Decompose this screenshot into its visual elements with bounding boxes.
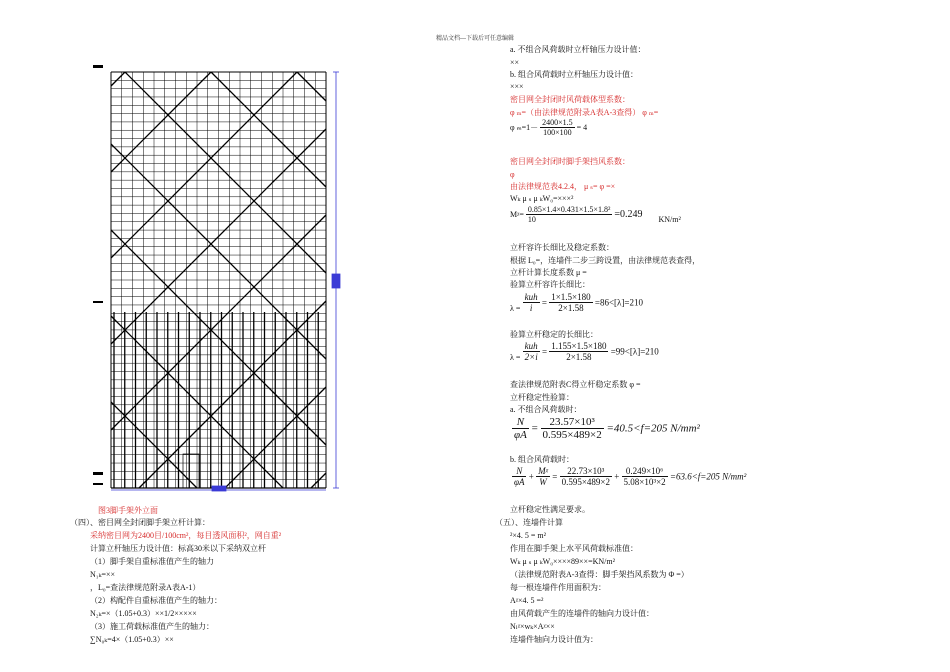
scaffold-diagonal-brace	[111, 72, 125, 86]
moment-numerator: 0.85×1.4×0.431×1.5×1.8²	[527, 205, 611, 214]
lambda2-den2: 2×1.58	[566, 352, 592, 362]
lambda2-formula: λ = $\frac{\text{kuh}}{2\times i}$ = $\frac{1.155\times 1.5\times 180}{2\times 1.58}$ =99<[λ]=210	[510, 341, 659, 362]
right-line-d2: a. 不组合风荷载时：	[510, 405, 582, 414]
lambda1-den2: 2×1.58	[558, 303, 584, 313]
scaffold-diagonal-brace	[211, 72, 326, 187]
stability-eq-a: $\frac{N}{\varphi A}$ = $\frac{\text{23.57×10³}}{0.595\times 489\times 2}$ =40.5<f=205 N/mm²	[514, 416, 700, 441]
left-line-4: （2）构配件自重标准值产生的轴力：	[90, 596, 222, 605]
lambda1-den: i	[529, 303, 533, 313]
right-line-a2: b. 组合风荷载时立杆轴压力设计值：	[510, 70, 638, 79]
lambda1-prefix: λ =	[510, 304, 521, 313]
right-line-b0: 立杆容许长细比及稳定系数：	[510, 243, 614, 252]
phi-line: φ	[510, 170, 515, 179]
right-line-a0: a. 不组合风荷载时立杆轴压力设计值：	[510, 45, 646, 54]
combined-wind-label: b. 组合风荷载时：	[510, 455, 574, 464]
mesh-spec-line: 采纳密目网为2400目/100cm²，每目透风面积²，网自重²	[90, 531, 282, 540]
phi-frac-numerator: 2400×1.5	[542, 118, 573, 127]
eq2-d-den: 5.08×10³×2	[623, 477, 666, 487]
lambda1-result: =86<[λ]=210	[594, 297, 643, 308]
right-line-c0: 验算立杆稳定的长细比：	[510, 330, 598, 339]
phi-prefix: φ ₘ=1－	[510, 123, 539, 132]
phi-formula	[510, 118, 587, 137]
eq1-den: φA	[514, 429, 527, 441]
moment-denominator: 10	[527, 215, 536, 224]
lambda2-num: kuh	[523, 341, 540, 352]
scaffold-diagonal-brace	[297, 72, 326, 101]
moment-label: Mᵡ=	[510, 210, 524, 219]
right-line-e5: （法律规范附表A-3查得：脚手架挡风系数为 Φ =）	[510, 570, 689, 579]
lambda1-formula: λ = $\frac{\text{kuh}}{i}$ = $\frac{1\times 1.5\times 180}{2\times 1.58}$ =86<[λ]=210	[510, 292, 643, 313]
scaffold-diagonal-brace	[125, 72, 326, 273]
eq2-result: =63.6<f=205 N/mm²	[669, 471, 747, 482]
stability-eq-b: $\frac{N}{\varphi A}$ + $\frac{\text{Mᵡ}}{W}$ = $\frac{\text{22.73×10³}}{0.595\times 489\times 2}$ + $\frac{\text{0.249×10⁶}}{\text{5.08×10³×2}}$ =63.6<f=205 N/mm²	[514, 466, 747, 487]
eq2-a-den: φA	[514, 477, 525, 487]
left-line-2: N₁ₖ=××	[90, 570, 116, 579]
right-line-b3: 验算立杆容许长细比：	[510, 280, 590, 289]
moment-value: =0.249	[614, 209, 643, 220]
wind-block-title: 密目网全封闭时脚手架挡风系数：	[510, 157, 630, 166]
lambda2-prefix: λ =	[510, 353, 521, 362]
page-header: 精品文档---下载后可任意编辑	[436, 36, 514, 42]
eq2-b-den: W	[539, 477, 547, 487]
mu-s-line: 由法律规范表4.2.4， μ ₛ= φ =×	[510, 182, 616, 191]
eq1-result: =40.5<f=205 N/mm²	[606, 422, 700, 435]
shape-coef-line: φ ₘ=（由法律规范附录A表A-3查得） φ ₘ=	[510, 108, 659, 117]
right-line-b2: 立杆计算长度系数 μ =	[510, 268, 587, 277]
phi-result: = 4	[576, 123, 588, 132]
right-line-e9: Nₗᵡ×wₖ×Aᵡ××	[510, 622, 555, 631]
wk-line: Wₖ μ ₛ μ ₖW₀=×××²	[510, 194, 574, 203]
right-line-b1: 根据 L₀=，连墙件二步三跨设置，由法律规范表查得，	[510, 256, 701, 265]
right-line-d1: 立杆稳定性验算：	[510, 393, 574, 402]
phi-frac-denominator: 100×100	[543, 128, 572, 137]
eq1-den2: 0.595×489×2	[542, 429, 602, 441]
section-4-title: （四）、密目网全封闭脚手架立杆计算：	[70, 518, 210, 527]
shape-coef-title: 密目网全封闭时风荷载体型系数：	[510, 95, 630, 104]
eq2-c-num: 22.73×10³	[560, 466, 612, 477]
left-line-1: （1）脚手架自重标准值产生的轴力	[90, 557, 214, 566]
moment-unit: KN/m²	[658, 215, 681, 224]
left-line-7: ∑N₀ₖ=4×（1.05+0.3）××	[90, 635, 174, 644]
left-line-5: N₂ₖ=×（1.05+0.3）××1/2×××××	[90, 609, 197, 618]
lambda2-den: 2×i	[524, 352, 538, 362]
right-line-d0: 查法律规范附表C得立杆稳定系数 φ =	[510, 380, 641, 389]
scaffold-elevation-figure	[85, 62, 355, 502]
figure-caption: 图3脚手架外立面	[98, 506, 158, 515]
right-line-e2: ²×4. 5 = m²	[510, 531, 547, 540]
eq2-a-num: N	[512, 466, 526, 477]
right-line-e8: 由风荷载产生的连墙件的轴向力设计值：	[510, 609, 654, 618]
left-line-0: 计算立杆轴压力设计值：标高30米以下采纳双立杆	[90, 544, 266, 553]
right-line-e10: 连墙件轴向力设计值为：	[510, 635, 598, 644]
lambda1-num: kuh	[524, 292, 538, 302]
eq1-num: N	[512, 416, 529, 429]
right-line-a3: ×××	[510, 82, 524, 91]
eq2-d-num: 0.249×10⁶	[622, 466, 668, 477]
eq2-c-den: 0.595×489×2	[561, 477, 610, 487]
right-line-e4: Wₖ μ ₛ μ ₖW₀××××89××=KN/m²	[510, 557, 615, 566]
right-line-e0: 立杆稳定性满足要求。	[510, 505, 590, 514]
moment-formula	[510, 205, 681, 224]
left-line-6: （3）施工荷载标准值产生的轴力：	[90, 622, 214, 631]
eq2-b-num: Mᵡ	[538, 466, 548, 476]
section-5-title: （五）、连墙件计算	[495, 518, 563, 527]
eq1-num2: 23.57×10³	[541, 416, 604, 429]
right-line-e7: Aᵡ×4. 5 =²	[510, 596, 544, 605]
left-line-3: ，L₀=查法律规范附录A表A-1）	[90, 583, 201, 592]
right-line-e6: 每一根连墙件作用面积为：	[510, 583, 606, 592]
lambda2-result: =99<[λ]=210	[610, 346, 659, 357]
right-line-a1: ××	[510, 58, 520, 67]
lambda2-num2: 1.155×1.5×180	[551, 341, 607, 351]
lambda1-num2: 1×1.5×180	[551, 292, 591, 302]
right-line-e3: 作用在脚手架上水平风荷载标准值：	[510, 544, 638, 553]
